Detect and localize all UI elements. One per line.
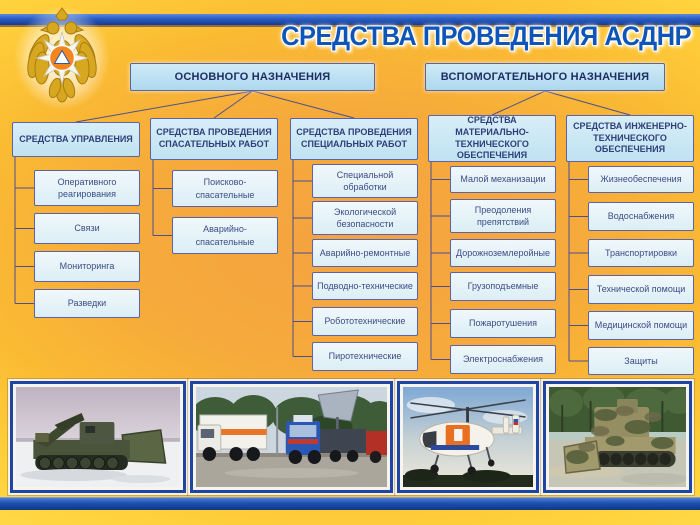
tree-item: Грузоподъемные bbox=[450, 272, 556, 301]
photo-tracked-vehicle-snow bbox=[10, 381, 186, 493]
tree-item: Медицинской помощи bbox=[588, 311, 694, 340]
tree-item: Экологической безопасности bbox=[312, 201, 418, 235]
tree-item: Технической помощи bbox=[588, 275, 694, 304]
tree-item: Водоснабжения bbox=[588, 202, 694, 231]
tree-item: Защиты bbox=[588, 347, 694, 375]
tree-item: Аварийно-ремонтные bbox=[312, 239, 418, 267]
tree-item: Электроснабжения bbox=[450, 345, 556, 374]
tree-item: Робототехнические bbox=[312, 307, 418, 336]
bottom-bar bbox=[0, 497, 700, 510]
tree-item: Пиротехнические bbox=[312, 342, 418, 371]
column-header-material-technical: СРЕДСТВА МАТЕРИАЛЬНО-ТЕХНИЧЕСКОГО ОБЕСПЕЧЕНИЯ bbox=[428, 115, 556, 162]
group-header-auxiliary-purpose: ВСПОМОГАТЕЛЬНОГО НАЗНАЧЕНИЯ bbox=[425, 63, 665, 91]
tree-item: Преодоления препятствий bbox=[450, 199, 556, 233]
tree-item: Специальной обработки bbox=[312, 164, 418, 198]
column-header-management: СРЕДСТВА УПРАВЛЕНИЯ bbox=[12, 122, 140, 157]
tree-item: Транспортировки bbox=[588, 239, 694, 267]
photo-camouflage-engineering-vehicle bbox=[543, 381, 692, 493]
column-header-rescue-works: СРЕДСТВА ПРОВЕДЕНИЯ СПАСАТЕЛЬНЫХ РАБОТ bbox=[150, 118, 278, 160]
tree-item: Разведки bbox=[34, 289, 140, 318]
photo-rescue-helicopter bbox=[397, 381, 539, 493]
group-header-main-purpose: ОСНОВНОГО НАЗНАЧЕНИЯ bbox=[130, 63, 375, 91]
emercom-emblem-icon bbox=[12, 2, 112, 110]
tree-item: Поисково-спасательные bbox=[172, 170, 278, 207]
tree-item: Аварийно-спасательные bbox=[172, 217, 278, 254]
tree-item: Пожаротушения bbox=[450, 309, 556, 338]
tree-item: Жизнеобеспечения bbox=[588, 166, 694, 193]
tree-item: Дорожноземлеройные bbox=[450, 239, 556, 267]
tree-item: Подводно-технические bbox=[312, 272, 418, 300]
photo-emercom-trucks bbox=[190, 381, 393, 493]
column-header-engineering-technical: СРЕДСТВА ИНЖЕНЕРНО-ТЕХНИЧЕСКОГО ОБЕСПЕЧЕНИЯ bbox=[566, 115, 694, 162]
tree-item: Малой механизации bbox=[450, 166, 556, 193]
poster-title: СРЕДСТВА ПРОВЕДЕНИЯ АСДНР bbox=[281, 21, 691, 51]
tree-item: Оперативного реагирования bbox=[34, 170, 140, 206]
tree-item: Мониторинга bbox=[34, 251, 140, 282]
tree-item: Связи bbox=[34, 213, 140, 244]
column-header-special-works: СРЕДСТВА ПРОВЕДЕНИЯ СПЕЦИАЛЬНЫХ РАБОТ bbox=[290, 118, 418, 160]
